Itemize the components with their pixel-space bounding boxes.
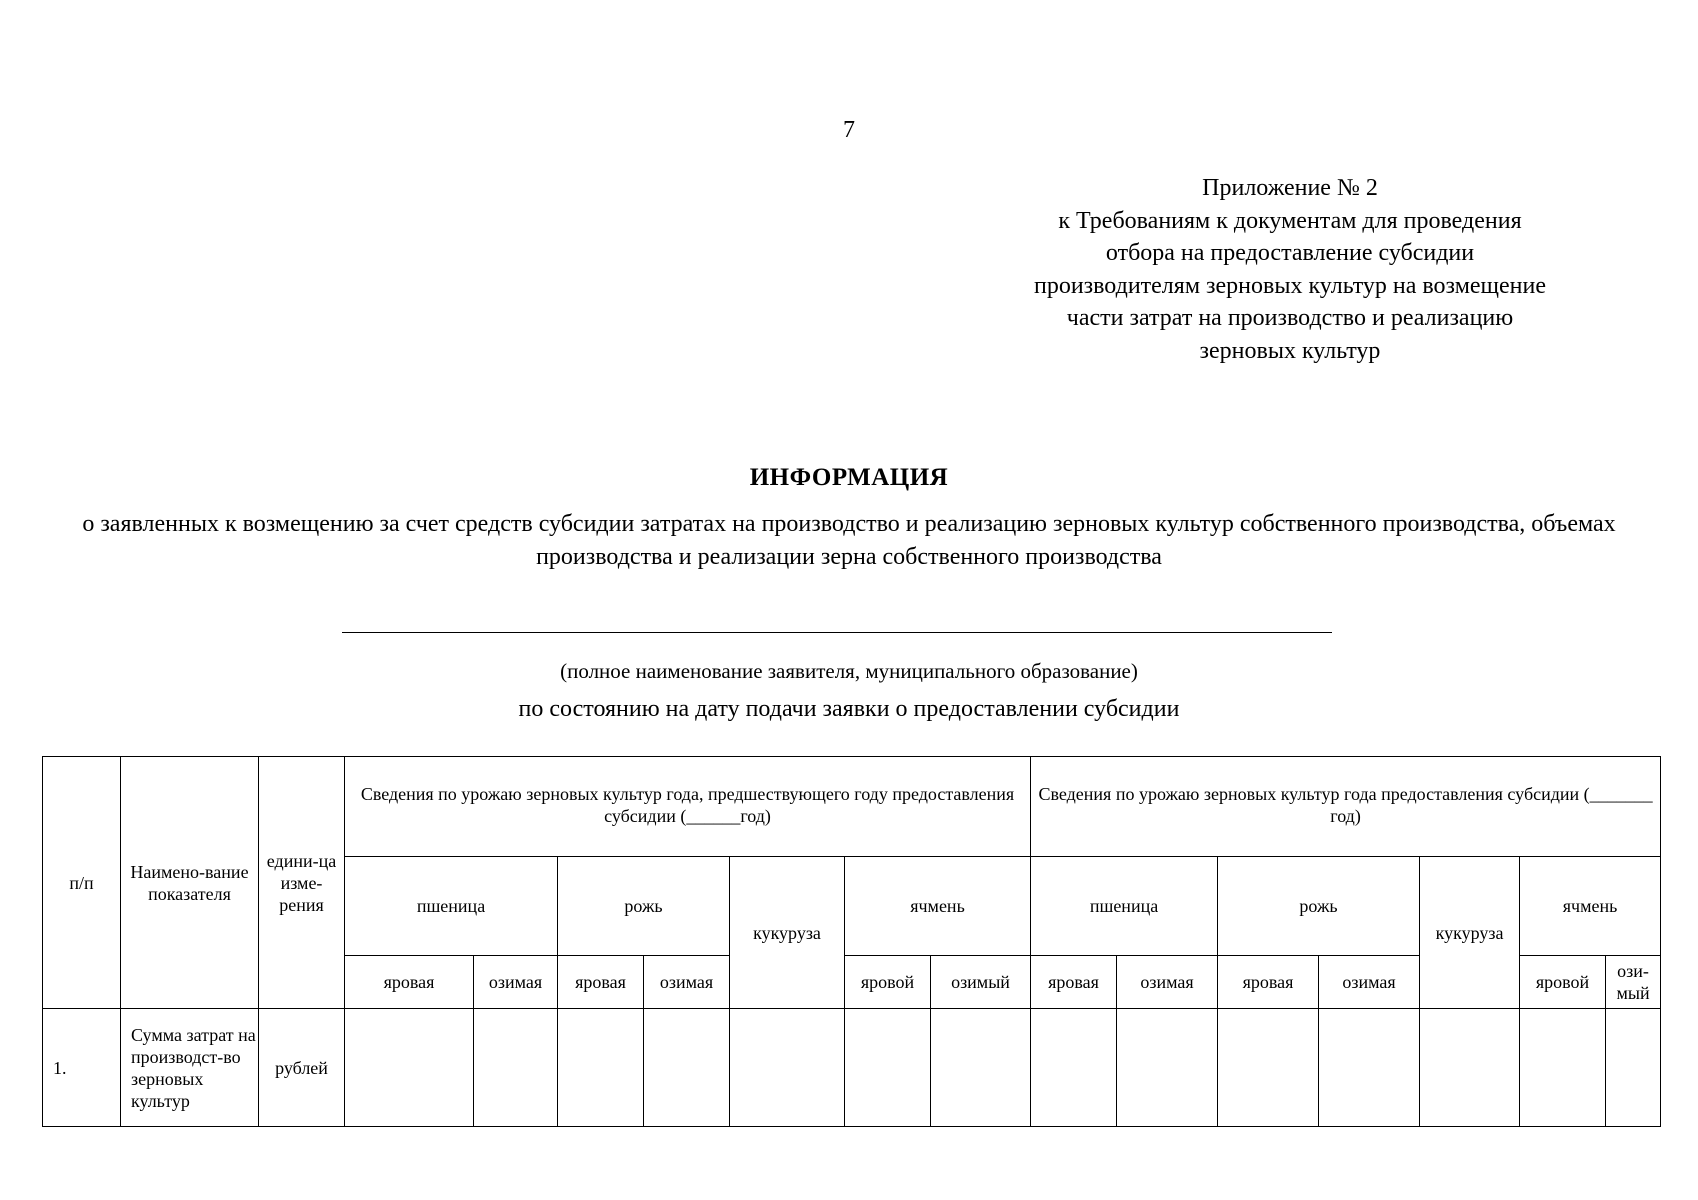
- table-row: [43, 1009, 1661, 1127]
- data-cell[interactable]: [1520, 1009, 1606, 1127]
- appendix-line: зерновых культур: [1199, 337, 1381, 364]
- data-cell[interactable]: [1606, 1009, 1661, 1127]
- data-cell[interactable]: [474, 1009, 558, 1127]
- appendix-block: [970, 172, 1610, 367]
- header-barley-curr: ячмень: [1520, 857, 1661, 956]
- document-title: ИНФОРМАЦИЯ: [749, 464, 949, 491]
- appendix-line: Приложение № 2: [1202, 175, 1378, 201]
- header-indicator: Наимено-вание показателя: [121, 757, 259, 1009]
- header-rye-spring-curr: яровая: [1218, 956, 1319, 1009]
- data-table: [42, 756, 1661, 1127]
- header-rye-winter-curr: озимая: [1319, 956, 1420, 1009]
- header-wheat-prev: пшеница: [345, 857, 558, 956]
- header-group-current-year: Сведения по урожаю зерновых культур года предоставления субсидии (_______ год): [1031, 757, 1661, 857]
- header-barley-prev: ячмень: [845, 857, 1031, 956]
- appendix-line: к Требованиям к документам для проведения: [1058, 207, 1522, 234]
- data-cell[interactable]: [1218, 1009, 1319, 1127]
- header-group-prev-year: Сведения по урожаю зерновых культур года, предшествующего году предоставления субсидии (______год): [345, 757, 1031, 857]
- data-cell[interactable]: [1031, 1009, 1117, 1127]
- header-wheat-curr: пшеница: [1031, 857, 1218, 956]
- data-cell[interactable]: [931, 1009, 1031, 1127]
- appendix-line: производителям зерновых культур на возмещение: [1033, 272, 1547, 299]
- row-indicator: Сумма затрат на производст-во зерновых культур: [121, 1009, 259, 1127]
- appendix-line: отбора на предоставление субсидии: [1105, 240, 1475, 266]
- header-barley-winter-curr: ози-мый: [1606, 956, 1661, 1009]
- header-num: п/п: [43, 757, 121, 1009]
- header-rye-winter-prev: озимая: [644, 956, 730, 1009]
- header-unit: едини-ца изме-рения: [259, 757, 345, 1009]
- data-cell[interactable]: [1319, 1009, 1420, 1127]
- data-cell[interactable]: [345, 1009, 474, 1127]
- data-cell[interactable]: [1117, 1009, 1218, 1127]
- header-rye-curr: рожь: [1218, 857, 1420, 956]
- data-cell[interactable]: [730, 1009, 845, 1127]
- date-line: по состоянию на дату подачи заявки о предоставлении субсидии: [518, 696, 1180, 722]
- row-num: 1.: [43, 1009, 121, 1127]
- applicant-caption: (полное наименование заявителя, муниципального образование): [560, 659, 1138, 683]
- header-wheat-spring-prev: яровая: [345, 956, 474, 1009]
- header-wheat-winter-prev: озимая: [474, 956, 558, 1009]
- header-barley-winter-prev: озимый: [931, 956, 1031, 1009]
- data-cell[interactable]: [845, 1009, 931, 1127]
- applicant-name-line[interactable]: [342, 632, 1332, 633]
- document-subtitle: о заявленных к возмещению за счет средств субсидии затратах на производство и реализацию зерновых культур собственного производства, объемах производства и реализации зерна собственного производства: [82, 511, 1616, 570]
- row-unit: рублей: [259, 1009, 345, 1127]
- header-rye-prev: рожь: [558, 857, 730, 956]
- header-barley-spring-curr: яровой: [1520, 956, 1606, 1009]
- data-cell[interactable]: [644, 1009, 730, 1127]
- header-rye-spring-prev: яровая: [558, 956, 644, 1009]
- header-corn-prev: кукуруза: [730, 857, 845, 1009]
- page-number: 7: [843, 117, 855, 143]
- header-corn-curr: кукуруза: [1420, 857, 1520, 1009]
- header-wheat-winter-curr: озимая: [1117, 956, 1218, 1009]
- header-barley-spring-prev: яровой: [845, 956, 931, 1009]
- header-wheat-spring-curr: яровая: [1031, 956, 1117, 1009]
- appendix-line: части затрат на производство и реализацию: [1066, 305, 1514, 331]
- data-cell[interactable]: [1420, 1009, 1520, 1127]
- data-cell[interactable]: [558, 1009, 644, 1127]
